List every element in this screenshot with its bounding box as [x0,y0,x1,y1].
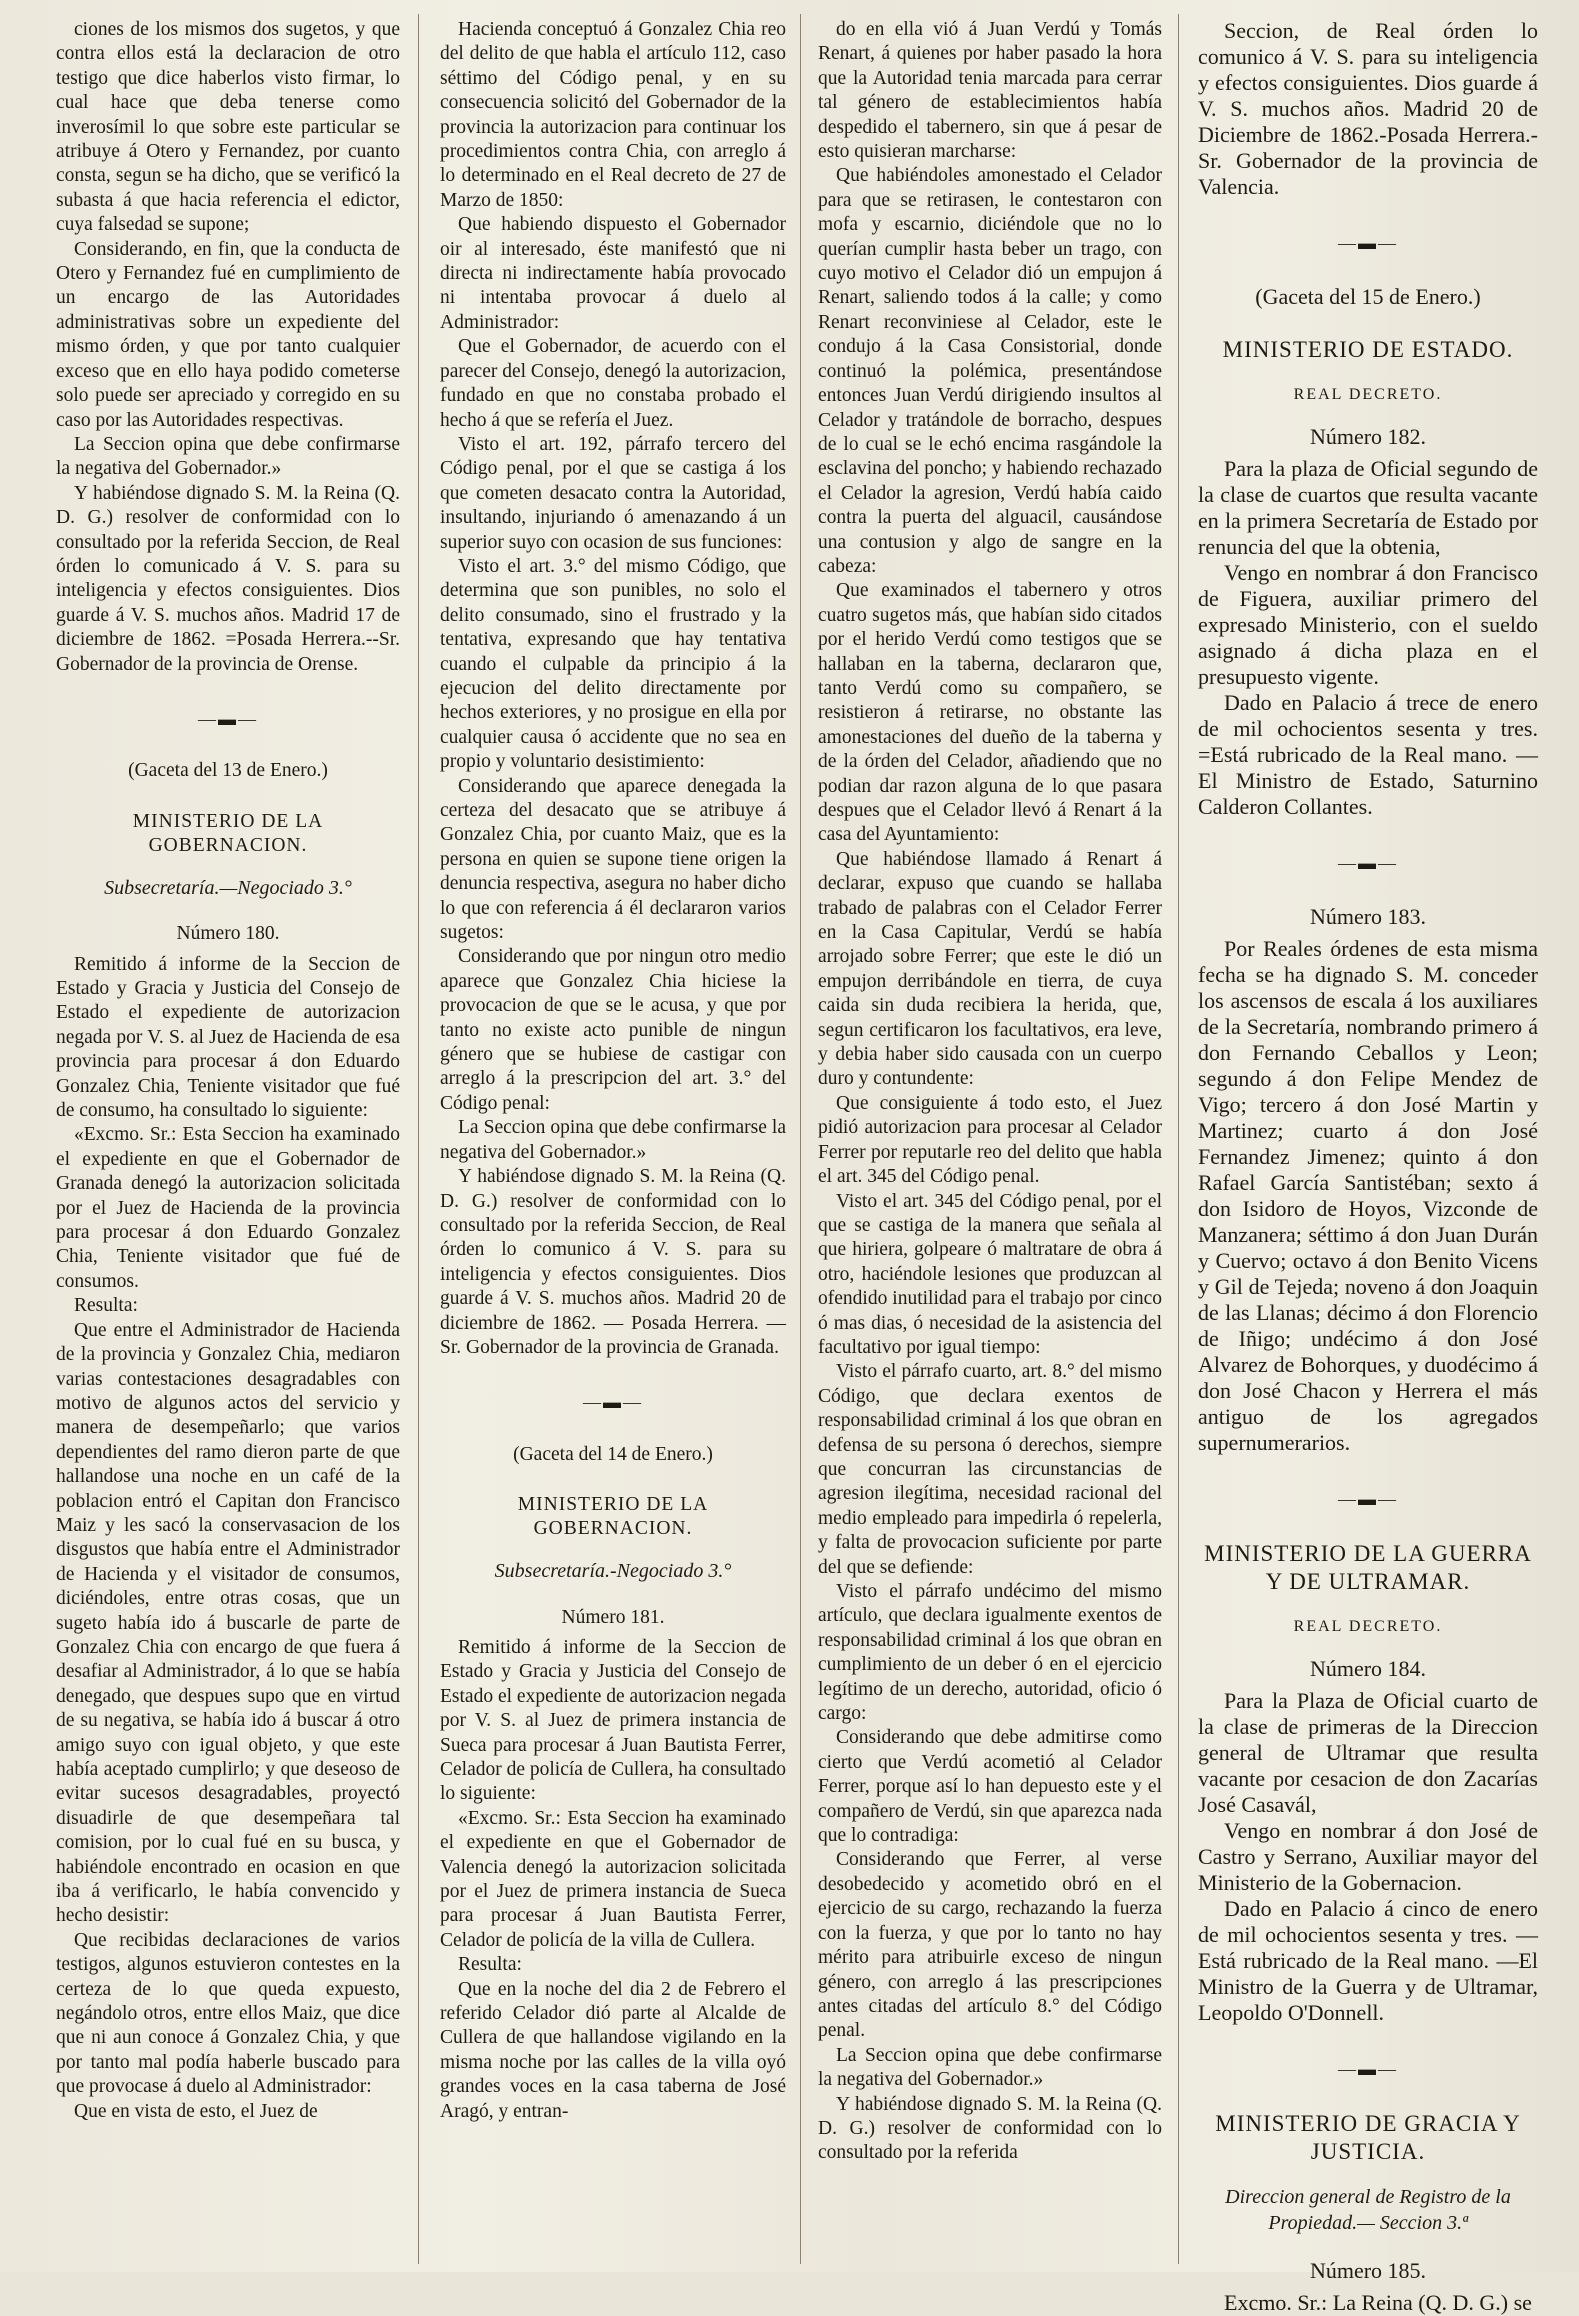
column-4 [1198,18,1538,2315]
paragraph: Considerando que Ferrer, al verse desobedecido y acometido obró en el ejercicio de su cargo, rechazando la fuerza con la fuerza, y que por lo tanto no hay mérito para atribuirle exceso de ningun género, con arreglo á las prescripciones antes citadas del artículo 8.° del Código penal. [818,1849,1162,2042]
section-separator: —▬— [1338,2059,1398,2079]
paragraph: Que habiéndoles amonestado el Celador para que se retirasen, le contestaron con mofa y escarnio, diciéndole que no lo querían cumplir hasta beber un trago, con cuyo motivo el Celador dió un empujon á Renart, saliendo todos á la calle; y como Renart reconviniese al Celador, este le condujo á la Casa Consistorial, donde continuó la polémica, presentándose entonces Juan Verdú dirigiendo insultos al Celador y tratándole de borracho, despues de lo cual se le echó encima rasgándole la esclavina del poncho; y habiendo rechazado el Celador la agresion, Verdú había caido contra la puerta del alguacil, causándose una contusion y algo de sangre en la cabeza: [818,165,1162,577]
gaceta-date-heading: (Gaceta del 14 de Enero.) [513,1443,713,1465]
paragraph: Considerando que debe admitirse como cierto que Verdú acometió al Celador Ferrer, porque así lo han depuesto este y el compañero de Verdú, sin que aparezca nada que lo contradiga: [818,1727,1162,1847]
column-2 [440,18,786,2263]
real-decreto-heading: REAL DECRETO. [1293,386,1443,403]
ministry-heading: MINISTERIO DE LA GUERRA Y DE ULTRAMAR. [1204,1541,1532,1594]
paragraph: Para la Plaza de Oficial cuarto de la clase de primeras de la Direccion general de Ultramar que resulta vacante por cesacion de don Zacarías José Casavál, [1198,1688,1538,1817]
ministry-heading: MINISTERIO DE GRACIA Y JUSTICIA. [1215,2111,1521,2164]
paragraph: Visto el párrafo undécimo del mismo artículo, que declara igualmente exentos de responsabilidad criminal á los que obran en cumplimiento de un deber ó en el ejercicio legítimo de un derecho, autoridad, oficio ó cargo: [818,1581,1162,1725]
column-3 [818,18,1162,2263]
paragraph: Hacienda conceptuó á Gonzalez Chia reo del delito de que habla el artículo 112, caso séttimo del Código penal, y en su consecuencia solicitó del Gobernador de la provincia la autorizacion para continuar los procedimientos contra Chia, con arreglo á lo determinado en el Real decreto de 27 de Marzo de 1850: [440,19,786,211]
section-separator: —▬— [1338,1489,1398,1509]
section-separator: —▬— [1338,853,1398,873]
paragraph: Excmo. Sr.: La Reina (Q. D. G.) se [1224,2290,1532,2315]
decree-number: Número 180. [176,923,280,945]
paragraph: do en ella vió á Juan Verdú y Tomás Renart, á quienes por haber pasado la hora que la Autoridad tenia marcada para cerrar tal género de establecimientos había despedido el tabernero, sin que á pesar de esto quisieran marcharse: [818,19,1162,163]
paragraph: Considerando, en fin, que la conducta de Otero y Fernandez fué en cumplimiento de un encargo de las Autoridades administrativas sobre un expediente del mismo órden, y que por tanto cualquier exceso que en ello haya podido cometerse solo puede ser apreciado y corregido en su caso por las Autoridades respectivas. [56,238,400,431]
subsecretaria-heading: Subsecretaría.-Negociado 3.° [494,1560,732,1583]
paragraph: Que consiguiente á todo esto, el Juez pidió autorizacion para procesar al Celador Ferrer por reputarle reo del delito que habla el art. 345 del Código penal. [818,1092,1162,1188]
decree-number: Número 184. [1309,1656,1427,1681]
ministry-heading: MINISTERIO DE LA GOBERNACION. [517,1494,709,1540]
paragraph: Vengo en nombrar á don José de Castro y Serrano, Auxiliar mayor del Ministerio de la Gobernacion. [1198,1818,1538,1895]
paragraph: La Seccion opina que debe confirmarse la negativa del Gobernador.» [56,433,400,480]
paragraph: Que en vista de esto, el Juez de [74,2100,318,2122]
section-separator: —▬— [583,1392,643,1413]
paragraph: Que habiendo dispuesto el Gobernador oir al interesado, éste manifestó que ni directa ni indirectamente había provocado ni intentaba provocar á duelo al Administrador: [440,214,786,333]
column-rule [800,14,801,2264]
decree-number: Número 182. [1309,424,1427,449]
paragraph: Dado en Palacio á trece de enero de mil ochocientos sesenta y tres. =Está rubricado de la Real mano. —El Ministro de Estado, Saturnino Calderon Collantes. [1198,690,1538,819]
paragraph: «Excmo. Sr.: Esta Seccion ha examinado el expediente en que el Gobernador de Valencia denegó la autorizacion solicitada por el Juez de primera instancia de Sueca para procesar á Juan Bautista Ferrer, Celador de policía de la villa de Cullera. [440,1807,786,1951]
ministry-heading: MINISTERIO DE LA GOBERNACION. [132,810,324,856]
paragraph: Dado en Palacio á cinco de enero de mil ochocientos sesenta y tres. —Está rubricado de la Real mano. —El Ministro de la Guerra y de Ultramar, Leopoldo O'Donnell. [1198,1896,1538,2025]
decree-number: Número 185. [1309,2258,1427,2283]
paragraph: Y habiéndose dignado S. M. la Reina (Q. D. G.) resolver de conformidad con lo consultado por la referida Seccion, de Real órden lo comunicado á V. S. para su inteligencia y efectos consiguientes. Dios guarde á V. S. muchos años. Madrid 17 de diciembre de 1862. =Posada Herrera.--Sr. Gobernador de la provincia de Orense. [56,482,400,675]
paragraph: Visto el art. 192, párrafo tercero del Código penal, por el que se castiga á los que cometen desacato contra la Autoridad, insultando, injuriando ó amenazando á un superior suyo con ocasion de sus funciones: [440,433,786,553]
paragraph: Y habiéndose dignado S. M. la Reina (Q. D. G.) resolver de conformidad con lo consultado por la referida [818,2093,1162,2164]
paragraph: Que el Gobernador, de acuerdo con el parecer del Consejo, denegó la autorizacion, fundado en que no constaba probado el hecho á que se refería el Juez. [440,336,786,431]
paragraph: ciones de los mismos dos sugetos, y que contra ellos está la declaracion de otro testigo que dice haberlos visto firmar, lo cual hace que deba tenerse como inverosímil lo que sobre este particular se atribuye á Otero y Fernandez, por cuanto consta, segun se ha dicho, que se verificó la subasta á que hacia referencia el edictor, cuya falsedad se supone; [56,19,400,236]
paragraph: Visto el art. 3.° del mismo Código, que determina que son punibles, no solo el delito consumado, sino el frustrado y la tentativa, expresando que hay tentativa cuando el culpable da principio á la ejecucion del delito directamente por hechos exteriores, y no prosigue en ella por cualquier causa ó accidente que no sea en propio y voluntario desistimiento: [440,555,786,773]
paragraph: Y habiéndose dignado S. M. la Reina (Q. D. G.) resolver de conformidad con lo consultado por la referida Seccion, de Real órden lo comunico á V. S. para su inteligencia y efectos consiguientes. Dios guarde á V. S. muchos años. Madrid 20 de diciembre de 1862. — Posada Herrera. — Sr. Gobernador de la provincia de Granada. [440,1166,786,1358]
real-decreto-heading: REAL DECRETO. [1293,1618,1443,1635]
column-rule [1178,14,1179,2264]
column-rule [418,14,419,2264]
paragraph: Que habiéndose llamado á Renart á declarar, expuso que cuando se hallaba trabado de palabras con el Celador Ferrer en la Casa Capitular, Verdú se había arrojado sobre Ferrer; que este le dió un empujon derribándole en tierra, de cuya caida sin duda recibiera la herida, que, segun certificaron los facultativos, era leve, y debia haber sido causada con un cuerpo duro y contundente: [818,848,1162,1090]
paragraph: Seccion, de Real órden lo comunico á V. S. para su inteligencia y efectos consiguientes. Dios guarde á V. S. muchos años. Madrid 20 de Diciembre de 1862.-Posada Herrera.-Sr. Gobernador de la provincia de Valencia. [1198,18,1538,199]
paragraph: La Seccion opina que debe confirmarse la negativa del Gobernador.» [440,1117,786,1163]
paragraph: Vengo en nombrar á don Francisco de Figuera, auxiliar primero del expresado Ministerio, con el sueldo asignado á dicha plaza en el presupuesto vigente. [1198,560,1538,689]
gaceta-date-heading: (Gaceta del 13 de Enero.) [128,760,328,782]
paragraph: Resulta: [74,1295,138,1317]
paragraph: Que examinados el tabernero y otros cuatro sugetos más, que habían sido citados por el herido Verdú como testigos que se hallaban en la taberna, declararon que, tanto Verdú como su compañero, se resistieron á retirarse, no obstante las amonestaciones del dueño de la taberna y de la órden del Celador, añadiendo que no podian dar razon alguna de lo que pasara despues que el Celador llevó á Renart á la casa del Ayuntamiento: [818,580,1162,846]
paragraph: Remitido á informe de la Seccion de Estado y Gracia y Justicia del Consejo de Estado el expediente de autorizacion negada por V. S. al Juez de Hacienda de esa provincia para procesar á don Eduardo Gonzalez Chia, Teniente visitador que fué de consumo, ha consultado lo siguiente: [56,953,400,1122]
decree-number: Número 183. [1309,904,1427,929]
paragraph: Resulta: [458,1954,522,1976]
column-1 [56,18,400,2263]
paragraph: Para la plaza de Oficial segundo de la clase de cuartos que resulta vacante en la primera Secretaría de Estado por renuncia del que la obtenia, [1198,456,1538,559]
paragraph: Remitido á informe de la Seccion de Estado y Gracia y Justicia del Consejo de Estado el expediente de autorizacion negada por V. S. al Juez de primera instancia de Sueca para procesar á Juan Bautista Ferrer, Celador de policía de Cullera, ha consultado lo siguiente: [440,1636,787,1805]
paragraph: Visto el art. 345 del Código penal, por el que se castiga de la manera que señala al que hiriera, golpeare ó maltratare de obra á otro, haciéndole lesiones que produzcan al ofendido inutilidad para el trabajo por cinco ó mas dias, ó necesidad de la asistencia del facultativo por igual tiempo: [818,1190,1162,1358]
paragraph: Visto el párrafo cuarto, art. 8.° del mismo Código, que declara exentos de responsabilidad criminal á los que obran en defensa de su persona ó derechos, siempre que concurran las circunstancias de agresion ilegítima, necesidad racional del medio empleado para impedirla ó repelerla, y falta de provocacion suficiente por parte del que se defiende: [818,1361,1162,1578]
paragraph: Que entre el Administrador de Hacienda de la provincia y Gonzalez Chia, mediaron varias contestaciones desagradables con motivo de algunos actos del servicio y manera de desempeñarlo; que varios dependientes del ramo dieron parte de que hallandose una noche en un café de la poblacion entró el Capitan don Francisco Maiz y les sacó la conservasacion de los disgustos que había entre el Administrador de Hacienda y el visitador de consumos, diciéndoles, entre otras cosas, que un sugeto había ido á buscarle de parte de Gonzalez Chia con encargo de que fuera á desafiar al Administrador, á lo que se había denegado, que despues supo que en virtud de su negativa, se había ido á buscar á otro amigo suyo con igual objeto, y que este había aceptado cumplirlo; y que deseoso de evitar sucesos desagradables, proyectó disuadirle de que desempeñara tal comision, por lo cual fué en su busca, y habiéndole encontrado en ocasion en que iba á verificarlo, le había convencido y hecho desistir: [56,1319,400,1927]
paragraph: «Excmo. Sr.: Esta Seccion ha examinado el expediente en que el Gobernador de Granada denegó la autorizacion solicitada por el Juez de Hacienda de la provincia para procesar á don Eduardo Gonzalez Chia, Teniente visitador que fué de consumos. [56,1124,400,1292]
paragraph: Por Reales órdenes de esta misma fecha se ha dignado S. M. conceder los ascensos de escala á los auxiliares de la Secretaría, nombrando primero á don Fernando Ceballos y Leon; segundo á don Felipe Mendez de Vigo; tercero á don José Martin y Martinez; cuarto á don José Fernandez Jimenez; quinto á don Rafael García Santistéban; sexto á don Isidoro de Hoyos, Vizconde de Manzanera; séttimo á don Juan Durán y Cuervo; octavo á don Benito Vicens y Gil de Tejeda; noveno á don Joaquin de las Llanas; décimo á don Florencio de Iñigo; undécimo á don José Alvarez de Bohorques, y duodécimo á don José Chacon y Herrera el más antiguo de los agregados supernumerarios. [1198,936,1538,1455]
gaceta-date-heading: (Gaceta del 15 de Enero.) [1255,284,1481,309]
section-separator: —▬— [1338,233,1398,253]
paragraph: Que recibidas declaraciones de varios testigos, algunos estuvieron contestes en la certeza de lo que queda expuesto, negándolo otros, entre ellos Maiz, que dice que ni aun conoce á Gonzalez Chia, y que por tanto mal podía haberle buscado para que provocase á duelo al Administrador: [56,1929,400,2098]
section-separator: —▬— [198,708,258,729]
subsecretaria-heading: Subsecretaría.—Negociado 3.° [104,876,352,899]
paragraph: Considerando que aparece denegada la certeza del desacato que se atribuye á Gonzalez Chia, por cuanto Maiz, que es la persona en quien se supone tiene origen la denuncia respectiva, asegura no haber dicho lo que con referencia á él declararon varios sugetos: [440,775,786,944]
paragraph: Considerando que por ningun otro medio aparece que Gonzalez Chia hiciese la provocacion de que se le acusa, y que por tanto no existe acto punible de ningun género que se hubiese de castigar con arreglo á la prescripcion del art. 3.° del Código penal: [440,946,786,1114]
ministry-heading: MINISTERIO DE ESTADO. [1222,337,1514,362]
decree-number: Número 181. [561,1606,665,1628]
paragraph: La Seccion opina que debe confirmarse la negativa del Gobernador.» [818,2044,1162,2091]
paragraph: Que en la noche del dia 2 de Febrero el referido Celador dió parte al Alcalde de Cullera de que hallandose vigilando en la misma noche por las calles de la villa oyó grandes voces en la casa taberna de José Aragó, y entran- [440,1978,786,2122]
direccion-heading: Direccion general de Registro de la Propiedad.— Seccion 3.ª [1225,2186,1511,2234]
